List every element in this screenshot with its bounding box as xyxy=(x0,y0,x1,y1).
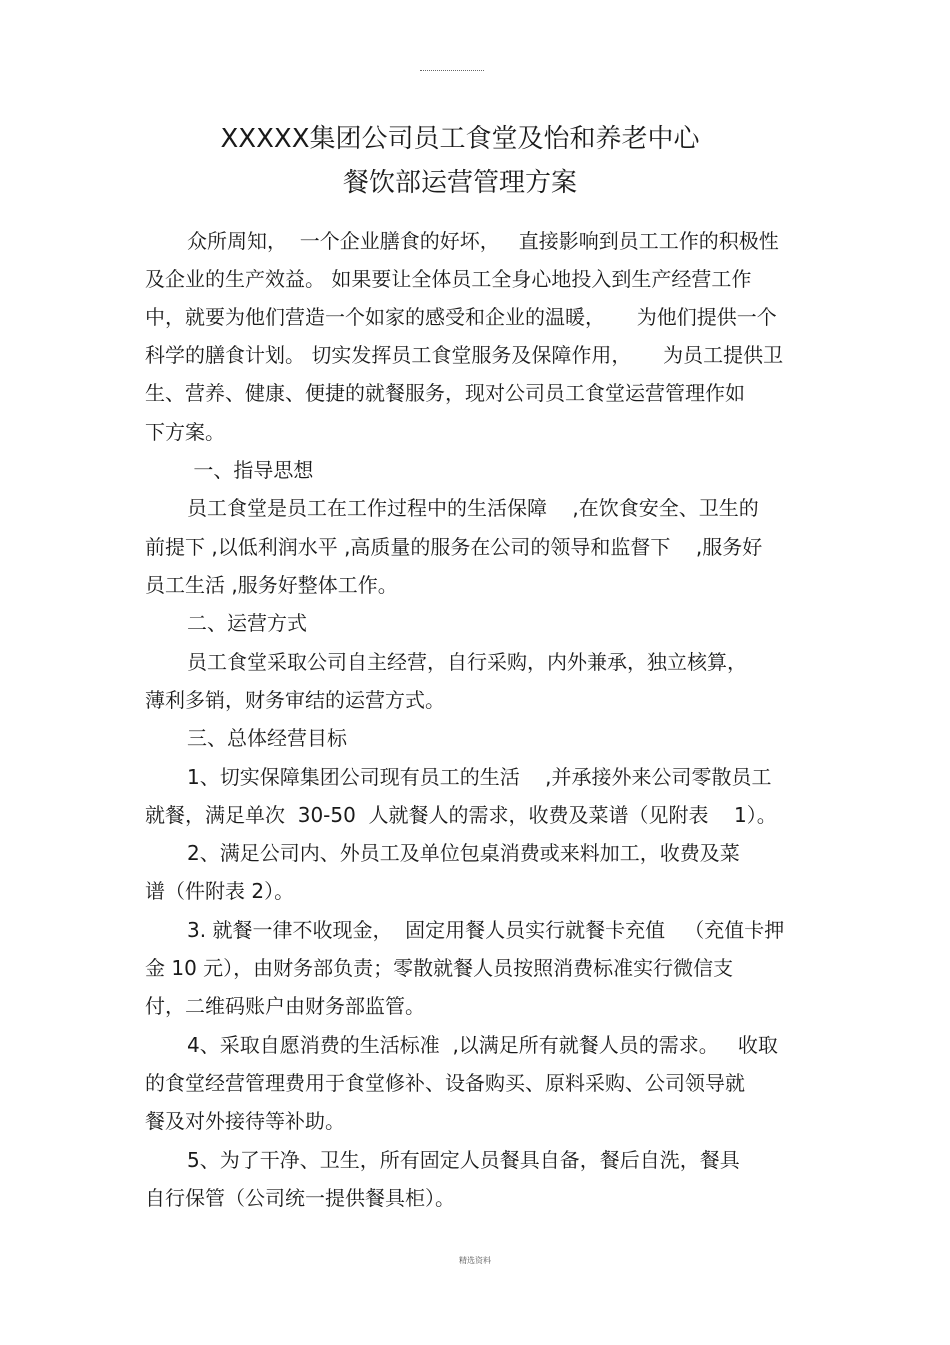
text-line: 3. 就餐一律不收现金， 固定用餐人员实行就餐卡充值 （充值卡押 xyxy=(187,918,785,942)
text-line: 下方案。 xyxy=(145,420,225,444)
text-line: 及企业的生产效益。 如果要让全体员工全身心地投入到生产经营工作 xyxy=(145,267,752,291)
text-line: 薄利多销，财务审结的运营方式。 xyxy=(145,688,445,712)
page-footer: 精选资料 xyxy=(459,1256,491,1265)
text-line: 2、满足公司内、外员工及单位包桌消费或来料加工，收费及菜 xyxy=(187,841,740,865)
text-line: 5、为了干净、卫生，所有固定人员餐具自备，餐后自洗，餐具 xyxy=(187,1148,740,1172)
header-rule xyxy=(420,70,484,71)
text-line: 员工生活 ,服务好整体工作。 xyxy=(145,573,398,597)
document-subtitle: 餐饮部运营管理方案 xyxy=(342,168,577,198)
text-line: 的食堂经营管理费用于食堂修补、设备购买、原料采购、公司领导就 xyxy=(145,1071,745,1095)
text-line: 中，就要为他们营造一个如家的感受和企业的温暖， 为他们提供一个 xyxy=(145,305,777,329)
section-heading: 三、总体经营目标 xyxy=(187,726,347,750)
text-line: 自行保管（公司统一提供餐具柜）。 xyxy=(145,1186,455,1210)
text-line: 谱（件附表 2）。 xyxy=(145,879,295,903)
text-line: 1、切实保障集团公司现有员工的生活 ,并承接外来公司零散员工 xyxy=(187,765,772,789)
text-line: 付，二维码账户由财务部监管。 xyxy=(145,994,425,1018)
text-line: 4、采取自愿消费的生活标准 ,以满足所有就餐人员的需求。 收取 xyxy=(187,1033,778,1057)
text-line: 前提下 ,以低利润水平 ,高质量的服务在公司的领导和监督下 ,服务好 xyxy=(145,535,763,559)
text-line: 员工食堂采取公司自主经营，自行采购，内外兼承，独立核算， xyxy=(187,650,747,674)
text-line: 金 10 元），由财务部负责；零散就餐人员按照消费标准实行微信支 xyxy=(145,956,734,980)
section-heading: 一、指导思想 xyxy=(187,458,314,482)
text-line: 生、营养、健康、便捷的就餐服务，现对公司员工食堂运营管理作如 xyxy=(145,381,745,405)
text-line: 就餐，满足单次 30-50 人就餐人的需求，收费及菜谱（见附表 1）。 xyxy=(145,803,777,827)
section-heading: 二、运营方式 xyxy=(187,611,307,635)
text-line: 员工食堂是员工在工作过程中的生活保障 ,在饮食安全、卫生的 xyxy=(187,496,759,520)
text-line: 众所周知， 一个企业膳食的好坏， 直接影响到员工工作的积极性 xyxy=(187,229,779,253)
text-line: 餐及对外接待等补助。 xyxy=(145,1109,345,1133)
text-line: 科学的膳食计划。 切实发挥员工食堂服务及保障作用， 为员工提供卫 xyxy=(145,343,784,367)
document-title: XXXXX集团公司员工食堂及怡和养老中心 xyxy=(220,124,700,154)
